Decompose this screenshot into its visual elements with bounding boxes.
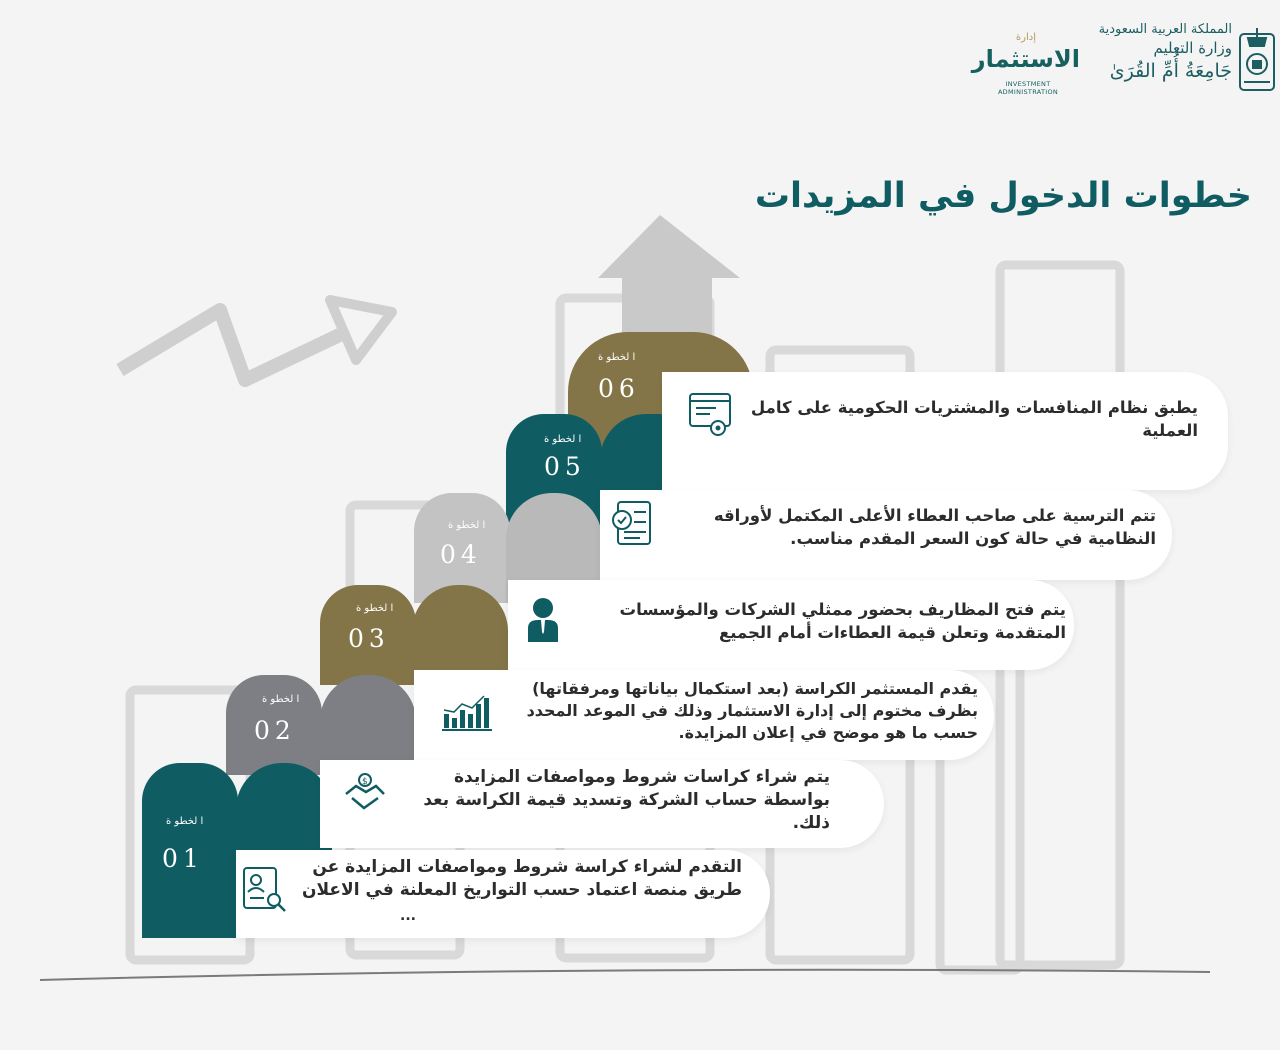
ellipsis: ...	[400, 908, 416, 924]
university-line2: وزارة التعليم	[1153, 39, 1232, 57]
step-05-label: ا لخطو ة	[544, 434, 582, 445]
university-line1: المملكة العربية السعودية	[1098, 22, 1232, 37]
investment-sub: INVESTMENT ADMINISTRATION	[997, 80, 1059, 96]
step-01-label: ا لخطو ة	[166, 816, 204, 827]
document-search-icon	[242, 866, 288, 914]
step-06-number: 06	[598, 374, 640, 403]
step-03-number: 03	[348, 624, 390, 653]
step-01-number: 01	[162, 844, 204, 873]
step-06-text: يطبق نظام المنافسات والمشتريات الحكومية على كامل العملية	[750, 398, 1198, 440]
investment-top: إدارة	[1015, 32, 1036, 43]
handshake-money-icon	[342, 772, 388, 820]
step-03-label: ا لخطو ة	[356, 603, 394, 614]
businessman-icon	[520, 596, 566, 644]
university-crest-icon	[1234, 26, 1280, 96]
step-04-label: ا لخطو ة	[448, 520, 486, 531]
step-05-number: 05	[544, 452, 586, 481]
web-settings-icon	[688, 392, 734, 440]
checklist-icon	[610, 500, 656, 548]
step-04-text: يتم فتح المظاريف بحضور ممثلي الشركات والمؤسسات المتقدمة وتعلن قيمة العطاءات أمام الجميع	[619, 600, 1066, 642]
step-01-curl	[236, 763, 332, 853]
investment-logo	[971, 30, 1080, 96]
bar-chart-icon	[440, 692, 494, 732]
university-line3: جَامِعَةُ أُمِّ القُرَىٰ	[1109, 60, 1232, 82]
step-02-number: 02	[254, 716, 296, 745]
step-03-text: يقدم المستثمر الكراسة (بعد استكمال بياناتها ومرفقاتها) بظرف مختوم إلى إدارة الاستثمار وذلك في الموعد المحدد حسب ما هو موضح في إعلان المزايدة.	[526, 679, 978, 742]
step-01-text: التقدم لشراء كراسة شروط ومواصفات المزايدة عن طريق منصة اعتماد حسب التواريخ المعلنة في الاعلان	[302, 857, 742, 900]
svg-text:$: $	[362, 777, 368, 787]
step-02-text: يتم شراء كراسات شروط ومواصفات المزايدة بواسطة حساب الشركة وتسديد قيمة الكراسة بعد ذلك.	[423, 767, 830, 833]
university-name	[1099, 22, 1232, 84]
step-06-label: ا لخطو ة	[598, 352, 636, 363]
step-02-label: ا لخطو ة	[262, 694, 300, 705]
step-05-text: تتم الترسية على صاحب العطاء الأعلى المكتمل لأوراقه النظامية في حالة كون السعر المقدم مناسب.	[713, 506, 1156, 548]
university-logo	[1090, 22, 1280, 102]
page-title: خطوات الدخول في المزيدات	[754, 176, 1252, 216]
step-04-number: 04	[440, 540, 482, 569]
investment-main: الاستثمار	[971, 45, 1080, 73]
